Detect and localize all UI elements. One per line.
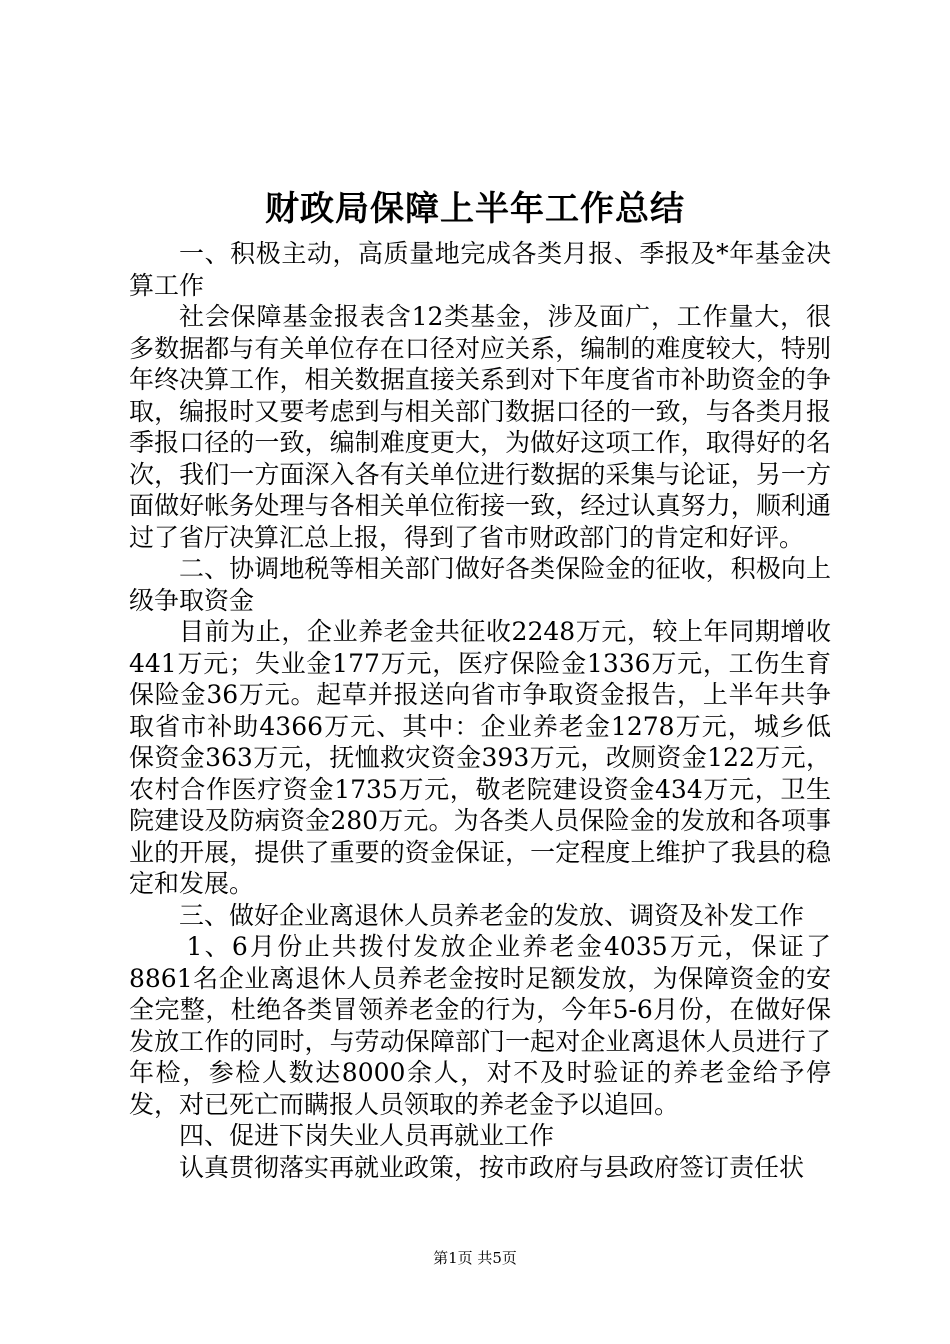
body-paragraph-3: 1、6月份止共拨付发放企业养老金4035万元，保证了8861名企业离退休人员养老金按时足额发放，为保障资金的安全完整，杜绝各类冒领养老金的行为，今年5-6月份，在做好保发放工作的同时，与劳动保障部门一起对企业离退休人员进行了年检，参检人数达8000余人，对不及时验证的养老金给予停发，对已死亡而瞒报人员领取的养老金予以追回。: [129, 932, 831, 1119]
body-paragraph-4: 认真贯彻落实再就业政策，按市政府与县政府签订责任状: [179, 1152, 805, 1182]
section-heading-1: 一、积极主动，高质量地完成各类月报、季报及*年基金决算工作: [129, 239, 831, 300]
section-heading-2: 二、协调地税等相关部门做好各类保险金的征收，积极向上级争取资金: [129, 554, 831, 615]
section-heading-3: 三、做好企业离退休人员养老金的发放、调资及补发工作: [179, 900, 805, 930]
document-title: 财政局保障上半年工作总结: [265, 189, 685, 229]
body-paragraph-1: 社会保障基金报表含12类基金，涉及面广，工作量大，很多数据都与有关单位存在口径对应关系，编制的难度较大，特别年终决算工作，相关数据直接关系到对下年度省市补助资金的争取，编报时又要考虑到与相关部门数据口径的一致，与各类月报季报口径的一致，编制难度更大，为做好这项工作，取得好的名次，我们一方面深入各有关单位进行数据的采集与论证，另一方面做好帐务处理与各相关单位衔接一致，经过认真努力，顺利通过了省厅决算汇总上报，得到了省市财政部门的肯定和好评。: [129, 302, 831, 552]
section-heading-4: 四、促进下岗失业人员再就业工作: [179, 1121, 555, 1150]
page-footer: 第1页 共5页: [433, 1249, 517, 1267]
document-body: [129, 238, 831, 1183]
body-paragraph-2: 目前为止，企业养老金共征收2248万元，较上年同期增收441万元；失业金177万元，医疗保险金1336万元，工伤生育保险金36万元。起草并报送向省市争取资金报告，上半年共争取省市补助4366万元、其中：企业养老金1278万元，城乡低保资金363万元，抚恤救灾资金393万元，改厕资金122万元，农村合作医疗资金1735万元，敬老院建设资金434万元，卫生院建设及防病资金280万元。为各类人员保险金的发放和各项事业的开展，提供了重要的资金保证，一定程度上维护了我县的稳定和发展。: [129, 617, 831, 898]
